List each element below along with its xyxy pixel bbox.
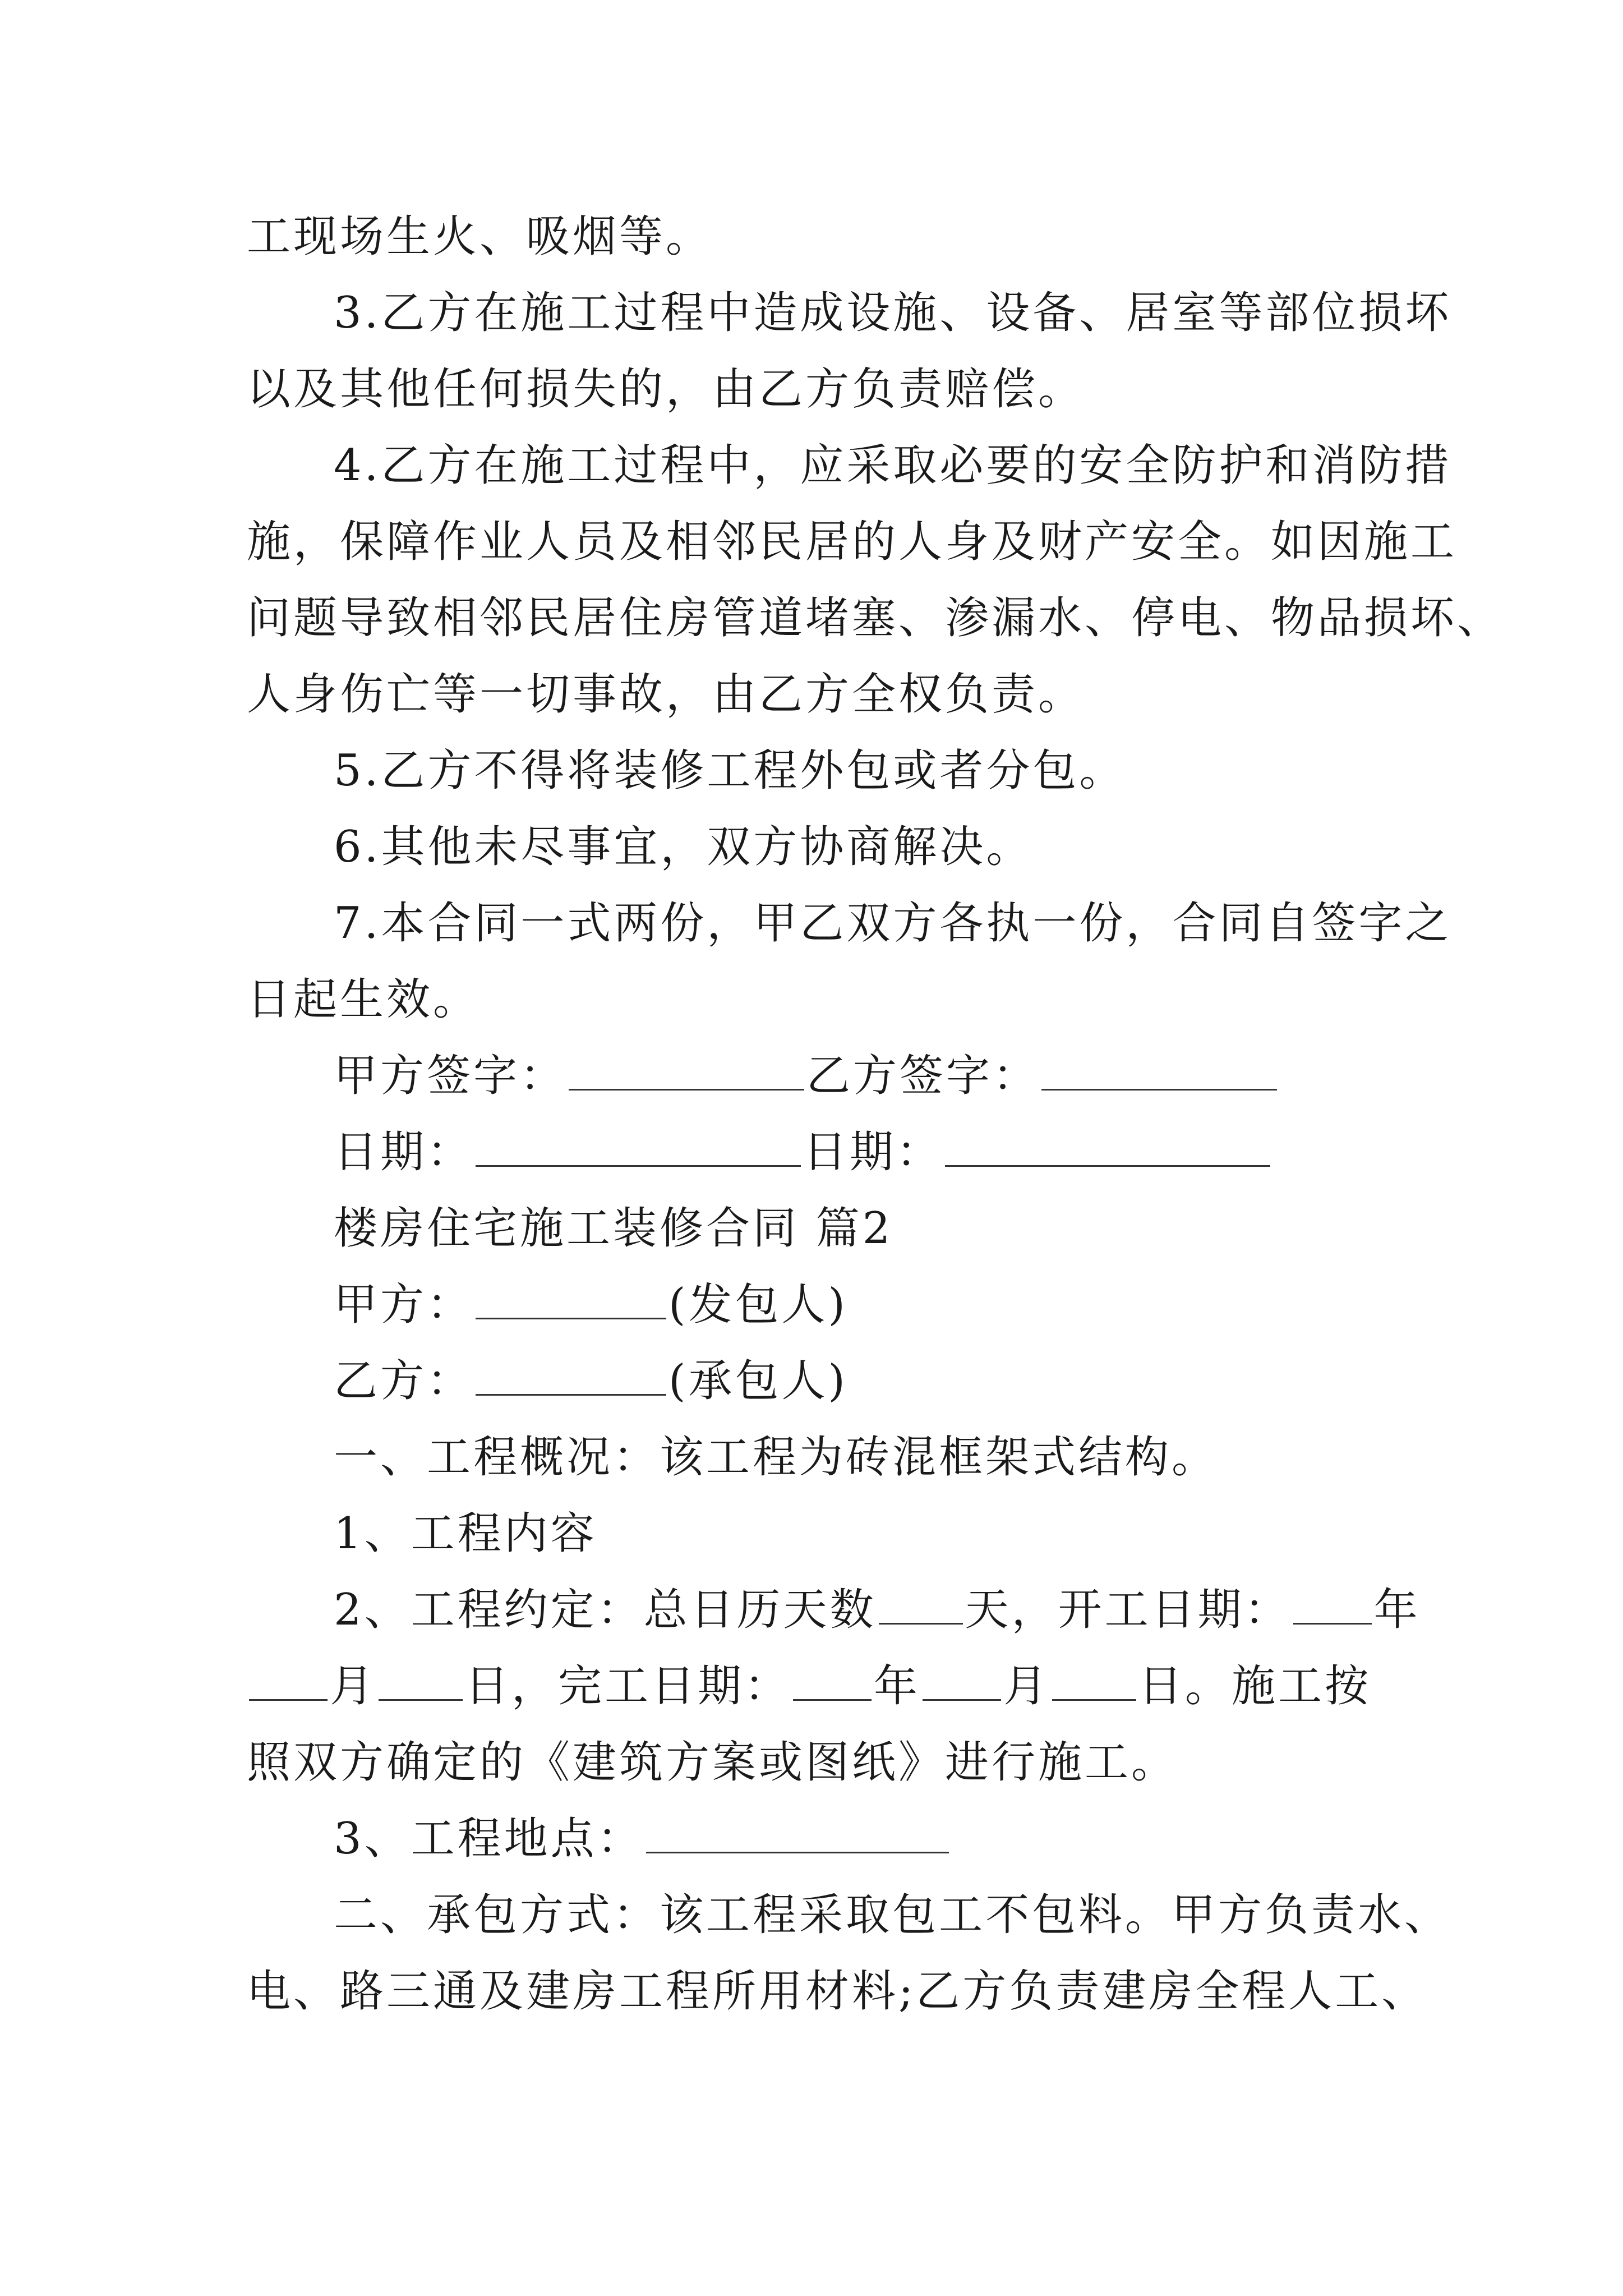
- text-span: 日，完工日期：: [465, 1661, 791, 1711]
- text-line: 一、工程概况：该工程为砖混框架式结构。: [334, 1432, 1219, 1483]
- party-b-line: [334, 1353, 848, 1409]
- signature-line: [334, 1048, 1279, 1104]
- text-span: 日。施工按: [1138, 1661, 1372, 1711]
- date-blank-b[interactable]: [945, 1126, 1270, 1167]
- text-line: 4.乙方在施工过程中，应采取必要的安全防护和消防措: [334, 440, 1452, 491]
- days-blank[interactable]: [879, 1584, 963, 1625]
- signature-blank-b[interactable]: [1041, 1050, 1277, 1091]
- text-line: 电、路三通及建房工程所用材料;乙方负责建房全程人工、: [247, 1966, 1428, 2017]
- text-span: 年: [1373, 1585, 1421, 1635]
- text-line: 1、工程内容: [334, 1508, 597, 1559]
- location-label: 3、工程地点：: [334, 1814, 644, 1864]
- text-span: 天，开工日期：: [965, 1585, 1291, 1635]
- text-line: 6.其他未尽事宜，双方协商解决。: [334, 822, 1033, 872]
- text-line: 日起生效。: [247, 974, 480, 1025]
- text-line: 3.乙方在施工过程中造成设施、设备、居室等部位损坏: [334, 288, 1452, 338]
- party-a-blank[interactable]: [476, 1278, 666, 1319]
- text-span: 2、工程约定：总日历天数: [334, 1585, 877, 1635]
- party-a-role: (发包人): [668, 1280, 848, 1330]
- party-a-line: [334, 1277, 848, 1333]
- location-line: [334, 1811, 951, 1867]
- section-title: 楼房住宅施工装修合同 篇2: [334, 1203, 893, 1254]
- start-day-blank[interactable]: [379, 1660, 463, 1701]
- text-line: 人身伤亡等一切事故，由乙方全权负责。: [247, 669, 1085, 720]
- signature-label-b: 乙方签字：: [806, 1051, 1040, 1101]
- location-blank[interactable]: [646, 1812, 949, 1853]
- start-year-blank[interactable]: [1293, 1584, 1372, 1625]
- party-b-role: (承包人): [668, 1356, 848, 1406]
- date-label-b: 日期：: [803, 1127, 943, 1177]
- text-line: 7.本合同一式两份，甲乙双方各执一份，合同自签字之: [334, 898, 1452, 949]
- text-line: 5.乙方不得将装修工程外包或者分包。: [334, 746, 1126, 796]
- party-b-label: 乙方：: [334, 1356, 474, 1406]
- signature-blank-a[interactable]: [569, 1050, 804, 1091]
- start-month-blank[interactable]: [249, 1660, 328, 1701]
- end-month-blank[interactable]: [923, 1660, 1001, 1701]
- text-span: 年: [874, 1661, 921, 1711]
- party-a-label: 甲方：: [334, 1280, 474, 1330]
- signature-label-a: 甲方签字：: [334, 1051, 567, 1101]
- text-line: 照双方确定的《建筑方案或图纸》进行施工。: [247, 1737, 1178, 1788]
- text-line: 工现场生火、吸烟等。: [247, 211, 713, 262]
- text-span: 月: [1003, 1661, 1050, 1711]
- end-day-blank[interactable]: [1052, 1660, 1136, 1701]
- end-year-blank[interactable]: [793, 1660, 872, 1701]
- text-line: 以及其他任何损失的，由乙方负责赔偿。: [247, 364, 1085, 415]
- date-line: [334, 1124, 1272, 1180]
- schedule-line: [247, 1658, 1371, 1714]
- date-blank-a[interactable]: [476, 1126, 801, 1167]
- text-line: 问题导致相邻民居住房管道堵塞、渗漏水、停电、物品损坏、: [247, 593, 1504, 643]
- text-line: 二、承包方式：该工程采取包工不包料。甲方负责水、: [334, 1890, 1451, 1940]
- party-b-blank[interactable]: [476, 1355, 666, 1396]
- text-span: 月: [330, 1661, 377, 1711]
- text-line: 施，保障作业人员及相邻民居的人身及财产安全。如因施工: [247, 517, 1458, 567]
- schedule-line: [334, 1582, 1421, 1638]
- date-label-a: 日期：: [334, 1127, 474, 1177]
